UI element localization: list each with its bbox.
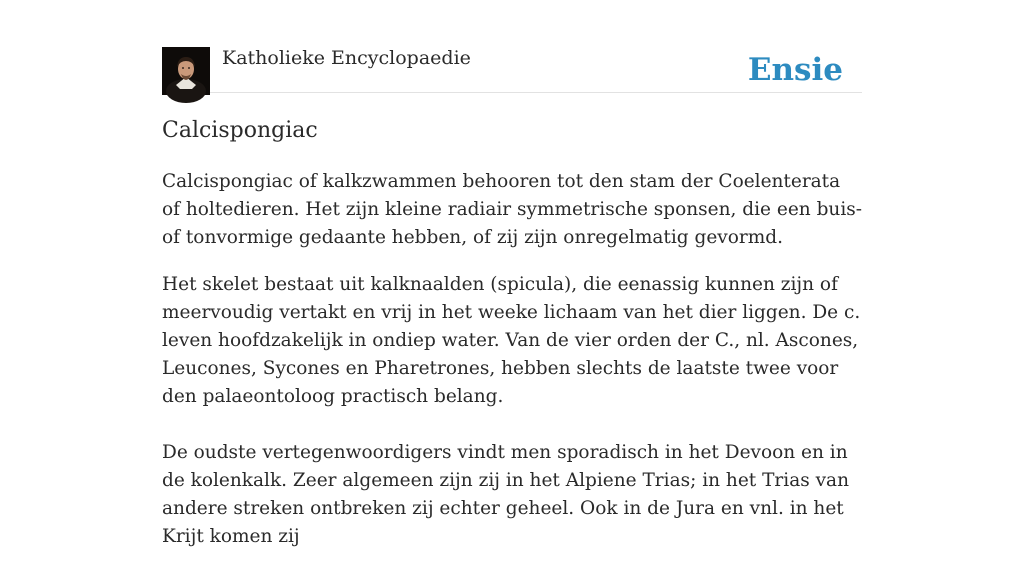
site-name[interactable]: Katholieke Encyclopaedie — [222, 47, 471, 69]
article-paragraph: De oudste vertegenwoordigers vindt men sporadisch in het Devoon en in de kolenkalk. Zeer algemeen zijn zij in het Alpiene Trias; in het Trias van andere streken ontbreken zij echter geheel. Ook in de Jura en vnl. in het Krijt komen zij — [162, 442, 849, 547]
article-body — [162, 168, 862, 570]
article-paragraph: Calcispongiac of kalkzwammen behooren tot den stam der Coelenterata of holtedieren. Het zijn kleine radiair symmetrische sponsen, die een buis- of tonvormige gedaante hebben, of zij zijn onregelmatig gevormd. — [162, 171, 863, 248]
article-paragraph: Het skelet bestaat uit kalknaalden (spicula), die eenassig kunnen zijn of meervoudig vertakt en vrij in het weeke lichaam van het dier liggen. De c. leven hoofdzakelijk in ondiep water. Van de vier orden der C., nl. Ascones, Leucones, Sycones en Pharetrones, hebben slechts de laatste twee voor den palaeontoloog practisch belang. — [162, 274, 861, 407]
avatar[interactable] — [162, 47, 210, 95]
brand-logo[interactable]: Ensie — [747, 52, 843, 88]
portrait-icon — [162, 47, 210, 95]
page-title: Calcispongiac — [162, 118, 318, 143]
site-header — [162, 46, 862, 93]
